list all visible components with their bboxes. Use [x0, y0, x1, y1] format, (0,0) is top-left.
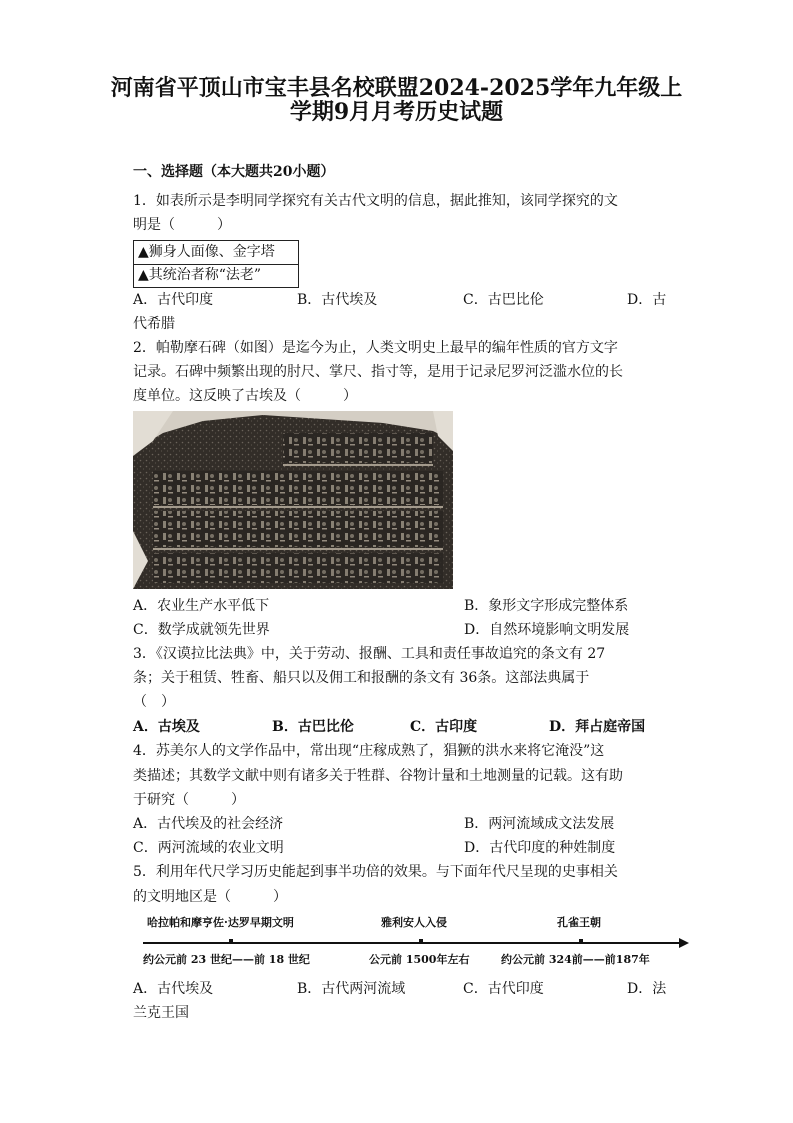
palermo-stone-image	[133, 411, 453, 589]
q1-stem-line-1: 1．如表所示是李明同学探究有关古代文明的信息，据此推知，该同学探究的文	[133, 193, 618, 209]
palermo-stone-drawing	[133, 411, 453, 589]
q4-option-d[interactable]: D．古代印度的种姓制度	[464, 840, 616, 856]
q1-option-d-continued: 代希腊	[133, 316, 175, 332]
timeline-event-2: 雅利安人入侵	[381, 916, 447, 929]
q5-option-c[interactable]: C．古代印度	[463, 981, 544, 997]
timeline-marker-3	[579, 939, 583, 944]
q5-stem-line-1: 5．利用年代尺学习历史能起到事半功倍的效果。与下面年代尺呈现的史事相关	[133, 864, 618, 880]
section-heading: 一、选择题（本大题共20小题）	[133, 164, 335, 180]
q4-option-b[interactable]: B．两河流域成文法发展	[464, 816, 615, 832]
q1-option-a[interactable]: A．古代印度	[133, 292, 214, 308]
q2-option-b[interactable]: B．象形文字形成完整体系	[464, 598, 629, 614]
timeline-event-1: 哈拉帕和摩亨佐·达罗早期文明	[147, 916, 294, 929]
timeline-date-2: 公元前 1500年左右	[369, 953, 470, 966]
q3-stem-line-3: （ ）	[133, 694, 175, 710]
q2-option-d[interactable]: D．自然环境影响文明发展	[464, 622, 630, 638]
q3-option-c[interactable]: C．古印度	[410, 719, 478, 735]
q5-option-b[interactable]: B．古代两河流域	[297, 981, 406, 997]
q2-stem-line-1: 2．帕勒摩石碑（如图）是迄今为止，人类文明史上最早的编年性质的官方文字	[133, 340, 618, 356]
timeline-date-1: 约公元前 23 世纪——前 18 世纪	[143, 953, 310, 966]
q2-stem-line-2: 记录。石碑中频繁出现的肘尺、掌尺、指寸等，是用于记录尼罗河泛滥水位的长	[133, 364, 623, 380]
q2-option-a[interactable]: A．农业生产水平低下	[133, 598, 270, 614]
q1-option-b[interactable]: B．古代埃及	[297, 292, 378, 308]
q3-option-a[interactable]: A．古埃及	[133, 719, 200, 735]
q3-option-b[interactable]: B．古巴比伦	[272, 719, 354, 735]
timeline-arrow-icon	[679, 938, 689, 948]
timeline-marker-2	[419, 939, 423, 944]
q1-table-row-1: ▲狮身人面像、金字塔	[138, 244, 275, 260]
q3-stem-line-1: 3．《汉谟拉比法典》中，关于劳动、报酬、工具和责任事故追究的条文有 27	[133, 646, 606, 662]
q5-option-d[interactable]: D．法	[627, 981, 667, 997]
q4-stem-line-1: 4．苏美尔人的文学作品中，常出现“庄稼成熟了，猖獗的洪水来将它淹没”这	[133, 743, 605, 759]
q4-stem-line-3: 于研究（ ）	[133, 792, 245, 808]
q1-table-divider	[134, 264, 298, 265]
q5-stem-line-2: 的文明地区是（ ）	[133, 889, 287, 905]
q2-option-c[interactable]: C．数学成就领先世界	[133, 622, 270, 638]
timeline-event-3: 孔雀王朝	[557, 916, 601, 929]
q1-option-c[interactable]: C．古巴比伦	[463, 292, 544, 308]
q4-stem-line-2: 类描述；其数学文献中则有诸多关于牲群、谷物计量和土地测量的记载。这有助	[133, 768, 623, 784]
q1-stem-line-2: 明是（ ）	[133, 217, 231, 233]
q1-table-row-2: ▲其统治者称“法老”	[138, 267, 262, 283]
page-title-line-1: 河南省平顶山市宝丰县名校联盟2024-2025学年九年级上	[110, 75, 683, 101]
q5-timeline-drawing	[133, 910, 693, 970]
q5-option-d-continued: 兰克王国	[133, 1005, 189, 1021]
q5-option-a[interactable]: A．古代埃及	[133, 981, 214, 997]
q5-timeline	[133, 910, 693, 970]
q1-info-table	[133, 240, 299, 288]
q3-option-d[interactable]: D．拜占庭帝国	[549, 719, 646, 735]
q4-option-c[interactable]: C．两河流域的农业文明	[133, 840, 284, 856]
timeline-marker-1	[229, 939, 233, 944]
q2-stem-line-3: 度单位。这反映了古埃及（ ）	[133, 388, 357, 404]
page-title-line-2: 学期9月月考历史试题	[289, 99, 504, 125]
timeline-date-3: 约公元前 324前——前187年	[501, 953, 650, 966]
q1-option-d[interactable]: D．古	[627, 292, 667, 308]
q4-option-a[interactable]: A．古代埃及的社会经济	[133, 816, 284, 832]
q3-stem-line-2: 条；关于租赁、牲畜、船只以及佣工和报酬的条文有 36条。这部法典属于	[133, 670, 590, 686]
